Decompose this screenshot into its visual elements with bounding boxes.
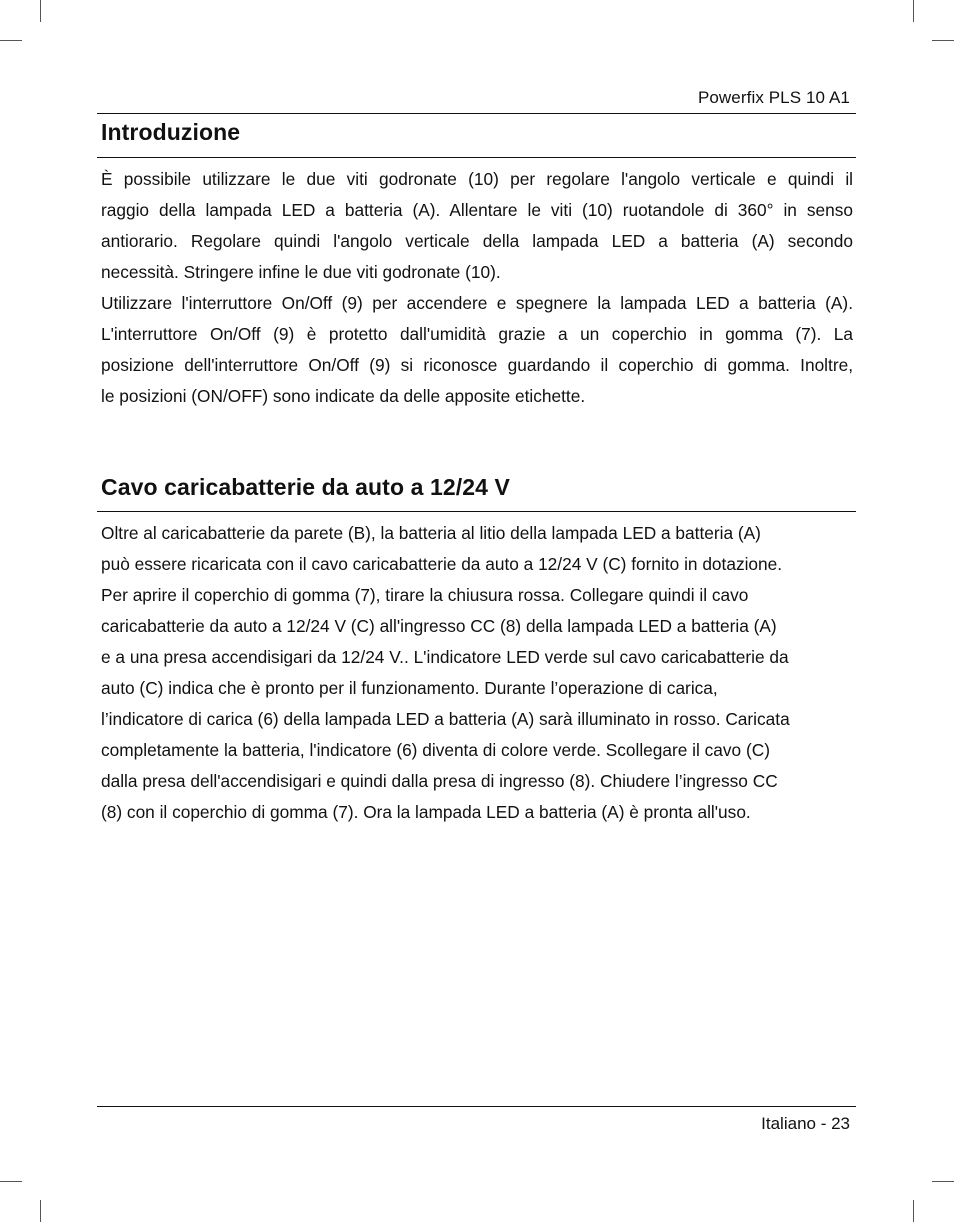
page-number: Italiano - 23: [761, 1114, 850, 1133]
crop-mark-bottom-left: [40, 1200, 41, 1222]
section-heading-introduzione: Introduzione: [101, 119, 241, 145]
footer-rule: [97, 1106, 856, 1107]
text-line: dalla presa dell'accendisigari e quindi dalla presa di ingresso (8). Chiudere l’ingresso CC: [101, 771, 778, 791]
text-line: necessità. Stringere infine le due viti godronate (10).: [101, 262, 501, 282]
text-line: e a una presa accendisigari da 12/24 V.. L'indicatore LED verde sul cavo caricabatterie da: [101, 647, 789, 667]
text-line: caricabatterie da auto a 12/24 V (C) all'ingresso CC (8) della lampada LED a batteria (A): [101, 616, 777, 636]
crop-mark-left-bottom: [0, 1181, 22, 1182]
section-heading-rule: [97, 511, 856, 512]
running-header: Powerfix PLS 10 A1: [697, 88, 850, 107]
crop-mark-bottom-right: [913, 1200, 914, 1222]
text-line: posizione dell'interruttore On/Off (9) si riconosce guardando il coperchio di gomma. Inoltre,: [101, 355, 853, 375]
crop-mark-top-left: [40, 0, 41, 22]
text-line: È possibile utilizzare le due viti godronate (10) per regolare l'angolo verticale e quindi il: [101, 169, 853, 189]
text-line: Oltre al caricabatterie da parete (B), la batteria al litio della lampada LED a batteria (A): [101, 523, 761, 543]
crop-mark-left-top: [0, 40, 22, 41]
crop-mark-right-bottom: [932, 1181, 954, 1182]
paragraph-viti-godronate: [101, 164, 853, 288]
paragraph-cavo-caricabatterie: [101, 518, 853, 828]
text-line: completamente la batteria, l'indicatore (6) diventa di colore verde. Scollegare il cavo (C): [101, 740, 770, 760]
section-heading-rule: [97, 157, 856, 158]
text-line: auto (C) indica che è pronto per il funzionamento. Durante l’operazione di carica,: [101, 678, 718, 698]
text-line: L'interruttore On/Off (9) è protetto dall'umidità grazie a un coperchio in gomma (7). La: [101, 324, 853, 344]
crop-mark-top-right: [913, 0, 914, 22]
header-rule: [97, 113, 856, 114]
paragraph-interruttore: [101, 288, 853, 412]
text-line: Per aprire il coperchio di gomma (7), tirare la chiusura rossa. Collegare quindi il cavo: [101, 585, 749, 605]
text-line: raggio della lampada LED a batteria (A). Allentare le viti (10) ruotandole di 360° in senso: [101, 200, 853, 220]
crop-mark-right-top: [932, 40, 954, 41]
section-heading-cavo-caricabatterie: Cavo caricabatterie da auto a 12/24 V: [101, 474, 510, 500]
text-line: (8) con il coperchio di gomma (7). Ora la lampada LED a batteria (A) è pronta all'uso.: [101, 802, 751, 822]
text-line: antiorario. Regolare quindi l'angolo verticale della lampada LED a batteria (A) secondo: [101, 231, 853, 251]
text-line: può essere ricaricata con il cavo caricabatterie da auto a 12/24 V (C) fornito in dotazione.: [101, 554, 783, 574]
text-line: l’indicatore di carica (6) della lampada LED a batteria (A) sarà illuminato in rosso. Caricata: [101, 709, 790, 729]
text-line: le posizioni (ON/OFF) sono indicate da delle apposite etichette.: [101, 386, 586, 406]
text-line: Utilizzare l'interruttore On/Off (9) per accendere e spegnere la lampada LED a batteria (A).: [101, 293, 853, 313]
